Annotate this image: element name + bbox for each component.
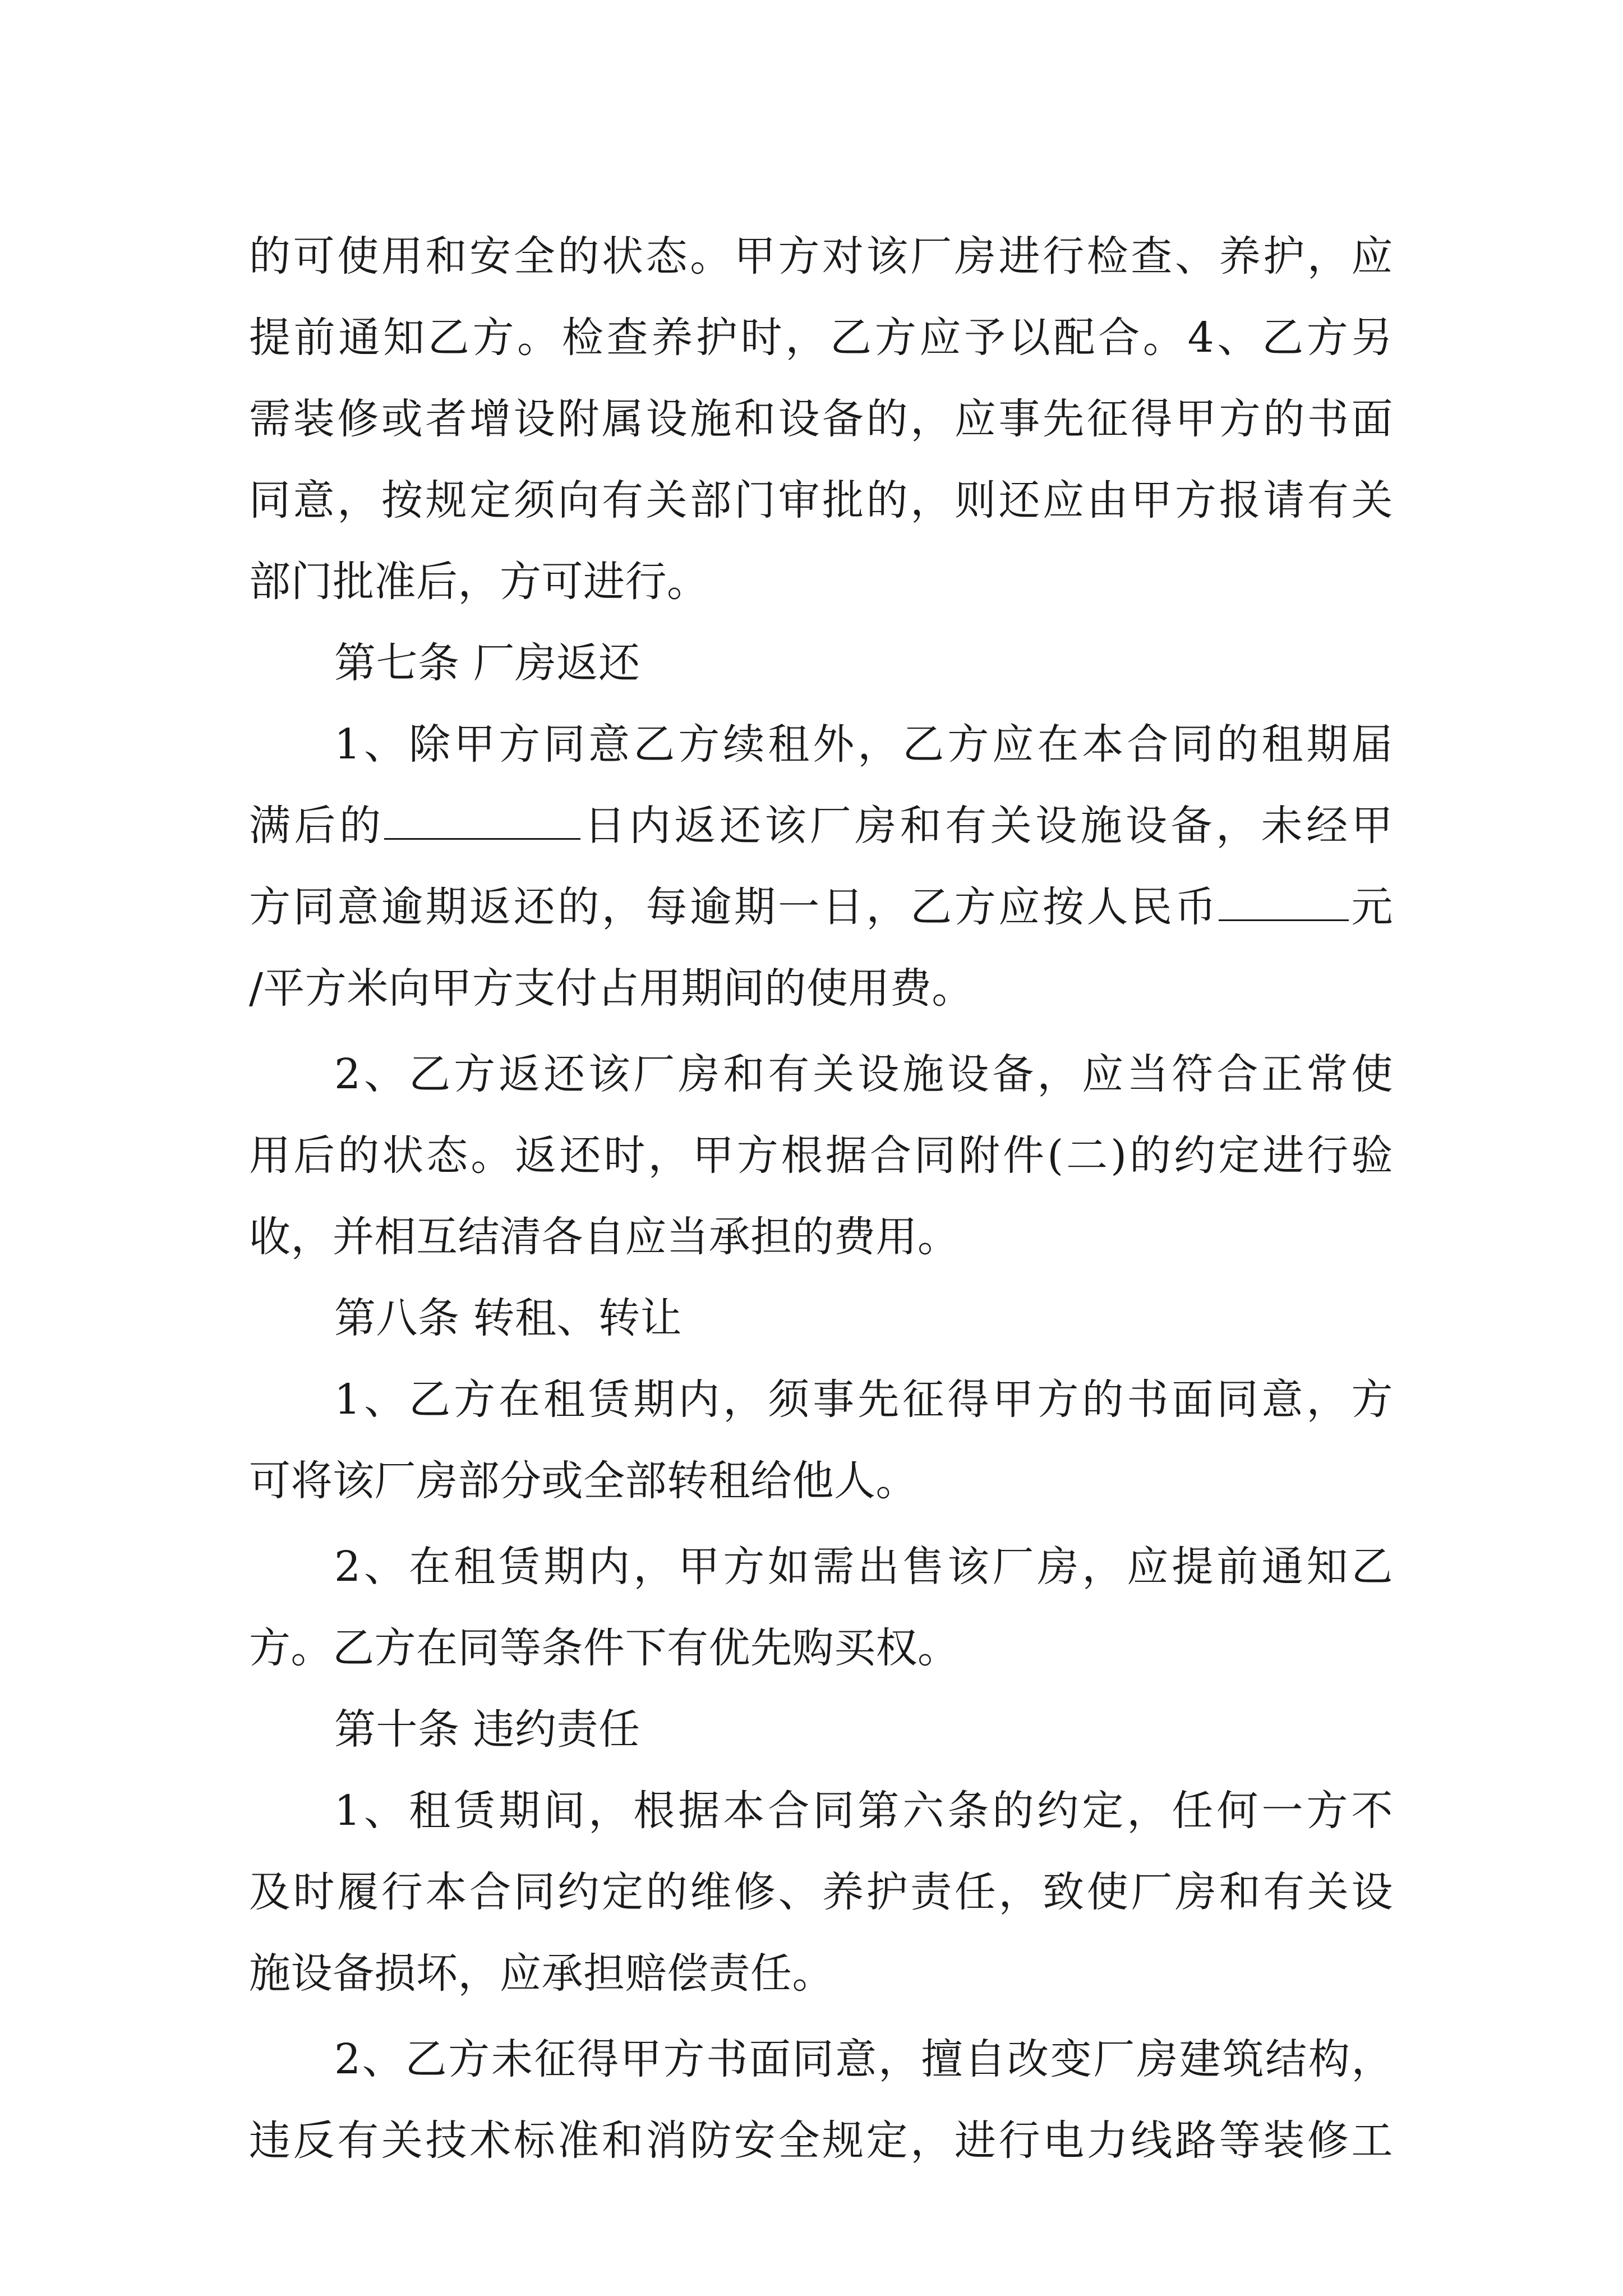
text-line: 收，并相互结清各自应当承担的费用。 <box>249 1213 960 1261</box>
article-7-heading: 第七条 厂房返还 <box>334 639 640 687</box>
text-line: 同意，按规定须向有关部门审批的，则还应由甲方报请有关 <box>249 476 1393 524</box>
text-fragment: 方同意逾期返还的，每逾期一日，乙方应按人民币 <box>249 883 1219 931</box>
text-line: 1、租赁期间，根据本合同第六条的约定，任何一方不 <box>334 1787 1393 1835</box>
text-fragment: 日内返还该厂房和有关设施设备，未经甲 <box>580 802 1394 850</box>
text-line-with-blank <box>249 785 1393 867</box>
text-line: 施设备损坏，应承担赔偿责任。 <box>249 1949 834 1998</box>
text-line: 需装修或者增设附属设施和设备的，应事先征得甲方的书面 <box>249 395 1393 443</box>
text-line-with-blank <box>249 867 1393 948</box>
text-line: 1、乙方在租赁期内，须事先征得甲方的书面同意，方 <box>334 1375 1393 1424</box>
text-line: 可将该厂房部分或全部转租给他人。 <box>249 1457 917 1505</box>
text-line: 用后的状态。返还时，甲方根据合同附件(二)的约定进行验 <box>249 1131 1393 1180</box>
text-line: 违反有关技术标准和消防安全规定，进行电力线路等装修工 <box>249 2116 1393 2165</box>
fill-in-blank-days <box>384 804 580 840</box>
text-line: 及时履行本合同约定的维修、养护责任，致使厂房和有关设 <box>249 1868 1393 1916</box>
text-line: /平方米向甲方支付占用期间的使用费。 <box>249 964 974 1013</box>
fill-in-blank-amount <box>1219 886 1349 921</box>
text-line: 部门批准后，方可进行。 <box>249 558 709 606</box>
text-line: 2、在租赁期内，甲方如需出售该厂房，应提前通知乙 <box>334 1543 1393 1591</box>
text-line: 2、乙方未征得甲方书面同意，擅自改变厂房建筑结构， <box>334 2035 1393 2083</box>
text-line: 方。乙方在同等条件下有优先购买权。 <box>249 1624 960 1672</box>
text-fragment: 元 <box>1349 883 1393 931</box>
text-fragment: 满后的 <box>249 802 385 850</box>
text-line: 提前通知乙方。检查养护时，乙方应予以配合。4、乙方另 <box>249 314 1393 362</box>
text-line: 1、除甲方同意乙方续租外，乙方应在本合同的租期届 <box>334 720 1393 769</box>
article-10-heading: 第十条 违约责任 <box>334 1705 640 1754</box>
article-8-heading: 第八条 转租、转让 <box>334 1294 683 1342</box>
contract-text <box>249 216 1393 2182</box>
text-line: 的可使用和安全的状态。甲方对该厂房进行检查、养护，应 <box>249 232 1393 280</box>
text-line: 2、乙方返还该厂房和有关设施设备，应当符合正常使 <box>334 1050 1393 1098</box>
